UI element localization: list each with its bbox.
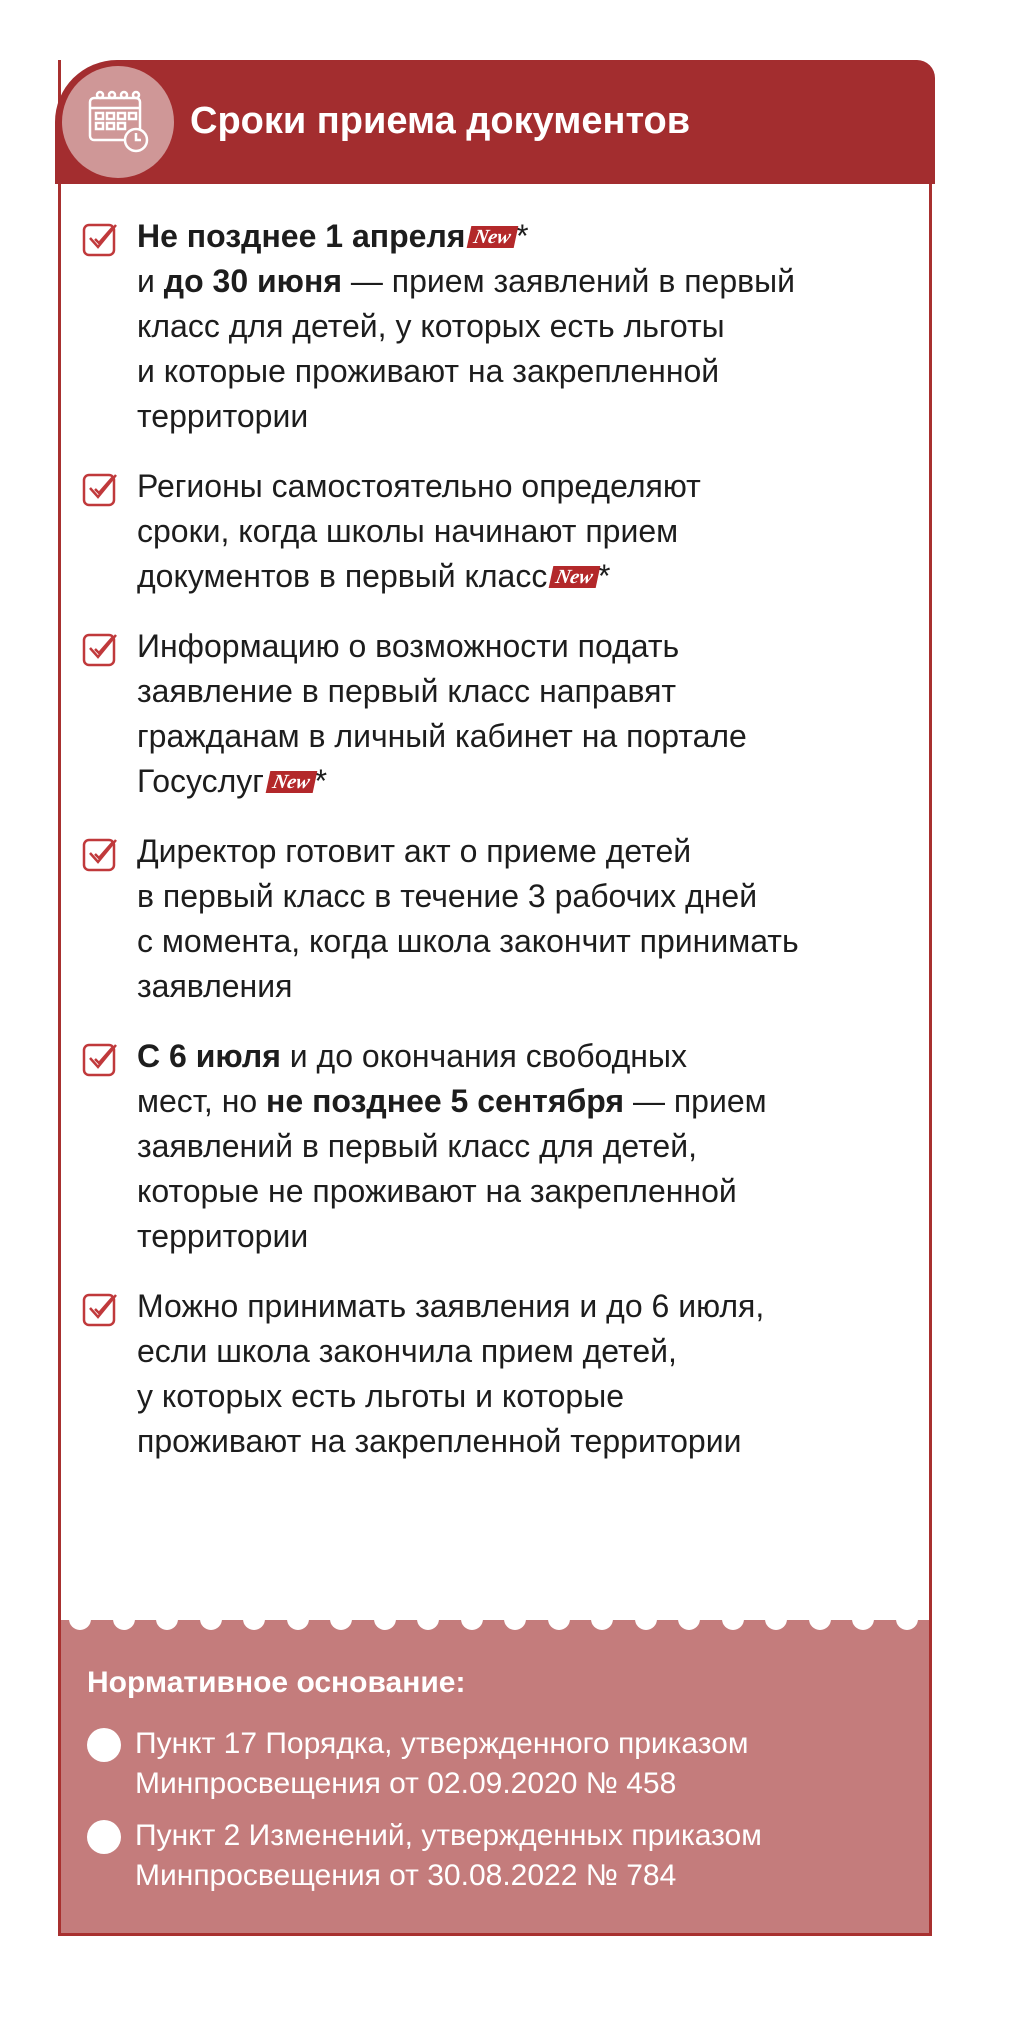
scallop xyxy=(156,1608,178,1630)
footnote-asterisk: * xyxy=(598,558,611,594)
scallop xyxy=(852,1608,874,1630)
text: заявление в первый класс направят xyxy=(137,673,677,709)
scallop xyxy=(504,1608,526,1630)
item-line xyxy=(137,1169,922,1214)
text: документов в первый класс xyxy=(137,558,548,594)
list-item xyxy=(82,214,922,439)
list-item xyxy=(82,829,922,1009)
text: в первый класс в течение 3 рабочих дней xyxy=(137,878,758,914)
scallop xyxy=(591,1608,613,1630)
checkbox-check-icon xyxy=(82,471,122,512)
item-line xyxy=(137,1214,922,1259)
scallop xyxy=(722,1608,744,1630)
text: территории xyxy=(137,1218,309,1254)
calendar-clock-icon xyxy=(62,66,174,178)
text: которые не проживают на закрепленной xyxy=(137,1173,737,1209)
reference-line: Минпросвещения от 02.09.2020 № 458 xyxy=(135,1767,677,1800)
text: проживают на закрепленной территории xyxy=(137,1423,742,1459)
item-line xyxy=(137,919,922,964)
item-line xyxy=(137,1374,922,1419)
scallop xyxy=(374,1608,396,1630)
scallop xyxy=(678,1608,700,1630)
item-line xyxy=(137,1419,922,1464)
text: и которые проживают на закрепленной xyxy=(137,353,720,389)
checkbox-check-icon xyxy=(82,221,122,262)
scallop xyxy=(417,1608,439,1630)
item-line xyxy=(137,1329,922,1374)
bold-text: не позднее 5 сентября xyxy=(266,1083,625,1119)
checkbox-check-icon xyxy=(82,836,122,877)
item-line xyxy=(137,304,922,349)
checkbox-check-icon xyxy=(82,1041,122,1082)
text: у которых есть льготы и которые xyxy=(137,1378,624,1414)
text: заявлений в первый класс для детей, xyxy=(137,1128,697,1164)
scallop xyxy=(69,1608,91,1630)
bold-text: С 6 июля xyxy=(137,1038,281,1074)
item-line xyxy=(137,669,922,714)
footnote-asterisk: * xyxy=(516,218,529,254)
document-icon xyxy=(87,1728,121,1762)
item-line xyxy=(137,394,922,439)
list-item xyxy=(82,1284,922,1464)
text: гражданам в личный кабинет на портале xyxy=(137,718,747,754)
legal-reference xyxy=(87,1816,762,1896)
checkbox-check-icon xyxy=(82,1291,122,1332)
scallop xyxy=(635,1608,657,1630)
scallop xyxy=(765,1608,787,1630)
text: класс для детей, у которых есть льготы xyxy=(137,308,725,344)
new-badge: New xyxy=(549,566,600,588)
item-line xyxy=(137,259,922,304)
scallop xyxy=(200,1608,222,1630)
reference-line: Пункт 17 Порядка, утвержденного приказом xyxy=(135,1727,749,1760)
text: — прием xyxy=(624,1083,767,1119)
scallop xyxy=(113,1608,135,1630)
text: Госуслуг xyxy=(137,763,264,799)
list-item xyxy=(82,464,922,599)
reference-line: Минпросвещения от 30.08.2022 № 784 xyxy=(135,1859,677,1892)
legal-basis-title: Нормативное основание: xyxy=(87,1666,466,1699)
item-line xyxy=(137,759,922,804)
legal-reference xyxy=(87,1724,749,1804)
item-line xyxy=(137,349,922,394)
text: и xyxy=(137,263,164,299)
text: Можно принимать заявления и до 6 июля, xyxy=(137,1288,765,1324)
item-line xyxy=(137,1079,922,1124)
item-line xyxy=(137,554,922,599)
list-item xyxy=(82,624,922,804)
list-item xyxy=(82,1034,922,1259)
item-line xyxy=(137,624,922,669)
document-icon xyxy=(87,1820,121,1854)
bold-text: до 30 июня xyxy=(163,263,342,299)
item-line xyxy=(137,1034,922,1079)
scallop xyxy=(330,1608,352,1630)
checkbox-check-icon xyxy=(82,631,122,672)
scallop xyxy=(243,1608,265,1630)
scalloped-edge xyxy=(61,1608,929,1634)
text: территории xyxy=(137,398,309,434)
footnote-asterisk: * xyxy=(314,763,328,799)
scallop xyxy=(461,1608,483,1630)
item-line xyxy=(137,1124,922,1169)
text: Регионы самостоятельно определяют xyxy=(137,468,701,504)
new-badge: New xyxy=(467,226,518,248)
text: с момента, когда школа закончит принимать xyxy=(137,923,799,959)
new-badge: New xyxy=(266,771,317,793)
item-line xyxy=(137,464,922,509)
text: — прием заявлений в первый xyxy=(342,263,795,299)
scallop xyxy=(287,1608,309,1630)
item-line xyxy=(137,829,922,874)
text: если школа закончила прием детей, xyxy=(137,1333,677,1369)
text: мест, но xyxy=(137,1083,267,1119)
text: Директор готовит акт о приеме детей xyxy=(137,833,692,869)
text: Информацию о возможности подать xyxy=(137,628,680,664)
text: и до окончания свободных xyxy=(280,1038,687,1074)
reference-line: Пункт 2 Изменений, утвержденных приказом xyxy=(135,1819,762,1852)
item-line xyxy=(137,509,922,554)
item-line xyxy=(137,714,922,759)
text: сроки, когда школы начинают прием xyxy=(137,513,679,549)
item-line xyxy=(137,964,922,1009)
legal-basis-footer xyxy=(58,1620,932,1936)
item-line xyxy=(137,1284,922,1329)
scallop xyxy=(896,1608,918,1630)
text: заявления xyxy=(137,968,293,1004)
bold-text: Не позднее 1 апреля xyxy=(137,218,466,254)
scallop xyxy=(548,1608,570,1630)
deadline-list xyxy=(82,214,922,1489)
item-line xyxy=(137,214,922,259)
page-title: Сроки приема документов xyxy=(190,100,691,142)
scallop xyxy=(809,1608,831,1630)
item-line xyxy=(137,874,922,919)
